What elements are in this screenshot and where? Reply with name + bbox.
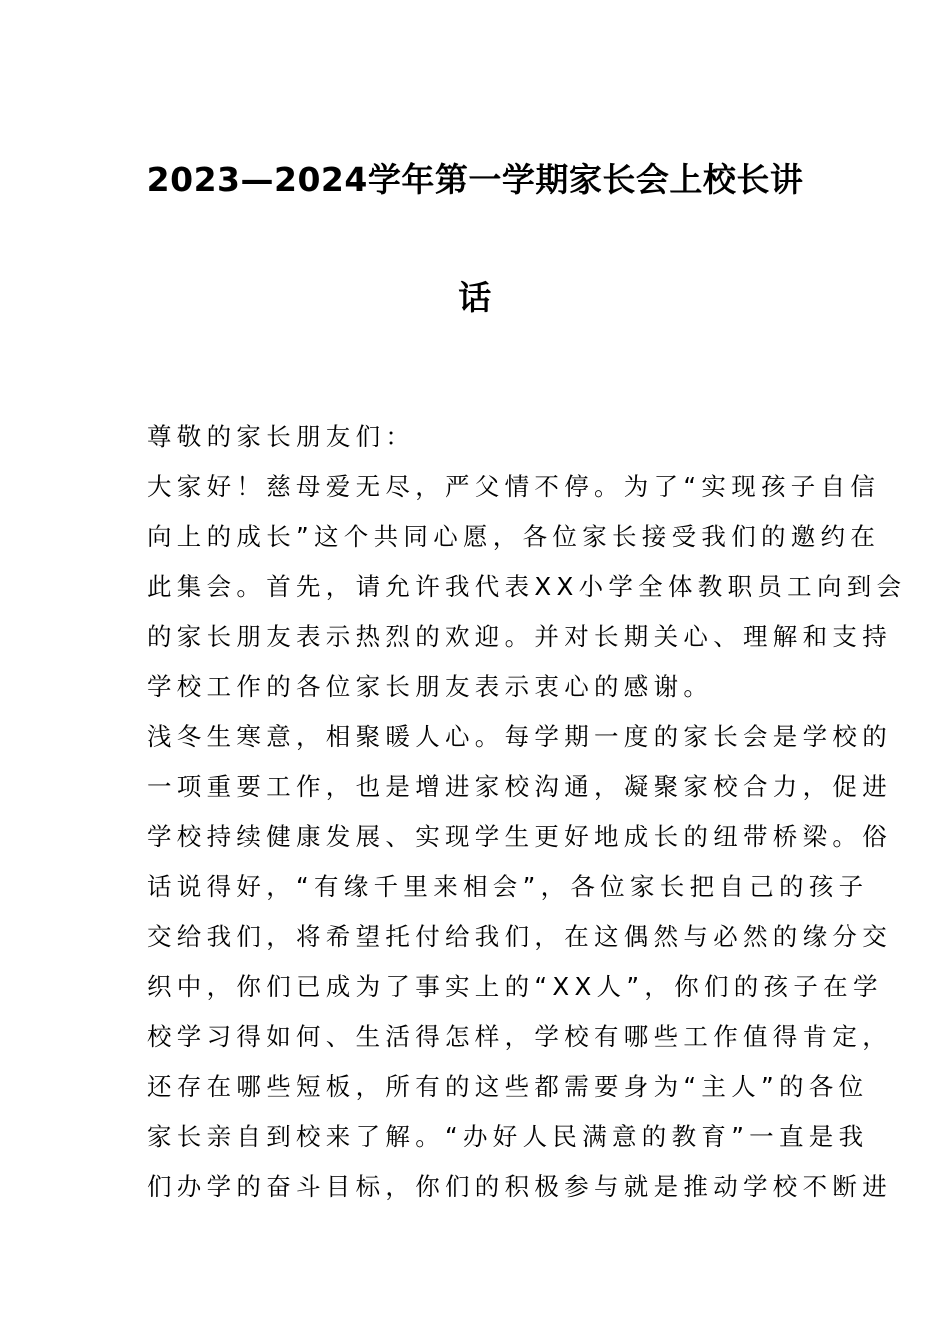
body-line: 交给我们，将希望托付给我们，在这偶然与必然的缘分交 <box>147 922 892 951</box>
salutation: 尊敬的家长朋友们： <box>147 422 416 451</box>
document-body <box>147 412 907 1212</box>
body-line: 大家好！慈母爱无尽，严父情不停。为了“实现孩子自信 <box>147 472 881 501</box>
body-line: 家长亲自到校来了解。“办好人民满意的教育”一直是我 <box>147 1122 869 1151</box>
body-line: 学校工作的各位家长朋友表示衷心的感谢。 <box>147 672 714 701</box>
body-line: 浅冬生寒意，相聚暖人心。每学期一度的家长会是学校的 <box>147 722 892 751</box>
body-line: 向上的成长”这个共同心愿，各位家长接受我们的邀约在 <box>147 522 881 551</box>
document-title-line-1: 2023—2024学年第一学期家长会上校长讲 <box>146 160 804 199</box>
body-line: 话说得好，“有缘千里来相会”，各位家长把自己的孩子 <box>147 872 869 901</box>
body-line: 的家长朋友表示热烈的欢迎。并对长期关心、理解和支持 <box>147 622 892 651</box>
body-line: 学校持续健康发展、实现学生更好地成长的纽带桥梁。俗 <box>147 822 892 851</box>
body-line: 们办学的奋斗目标，你们的积极参与就是推动学校不断进 <box>147 1172 892 1201</box>
document-title-line-2: 话 <box>458 278 492 317</box>
body-line: 一项重要工作，也是增进家校沟通，凝聚家校合力，促进 <box>147 772 892 801</box>
body-line: 此集会。首先，请允许我代表XX小学全体教职员工向到会 <box>147 572 907 601</box>
body-line: 还存在哪些短板，所有的这些都需要身为“主人”的各位 <box>147 1072 869 1101</box>
body-line: 织中，你们已成为了事实上的“XX人”，你们的孩子在学 <box>147 972 883 1001</box>
body-line: 校学习得如何、生活得怎样，学校有哪些工作值得肯定， <box>147 1022 892 1051</box>
